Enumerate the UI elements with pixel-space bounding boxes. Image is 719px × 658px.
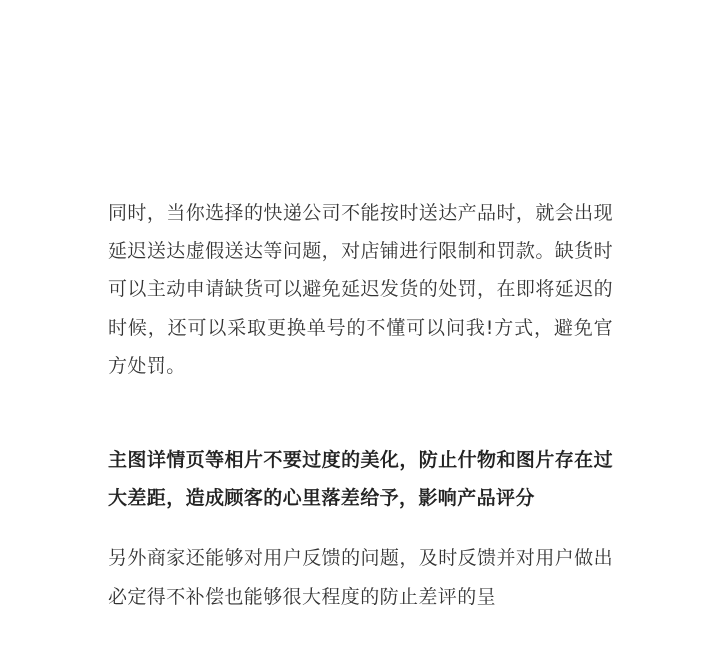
paragraph-shipping-penalty: 同时，当你选择的快递公司不能按时送达产品时，就会出现延迟送达虚假送达等问题，对店铺进行限制和罚款。缺货时可以主动申请缺货可以避免延迟发货的处罚，在即将延迟的时候，还可以采取更换单号的不懂可以问我!方式，避免官方处罚。 [108,202,613,377]
article-body [108,194,613,616]
paragraph-feedback: 另外商家还能够对用户反馈的问题，及时反馈并对用户做出必定得不补偿也能够很大程度的防止差评的呈 [108,547,613,608]
section-heading-image-accuracy: 主图详情页等相片不要过度的美化，防止什物和图片存在过大差距，造成顾客的心里落差给予，影响产品评分 [108,449,613,510]
